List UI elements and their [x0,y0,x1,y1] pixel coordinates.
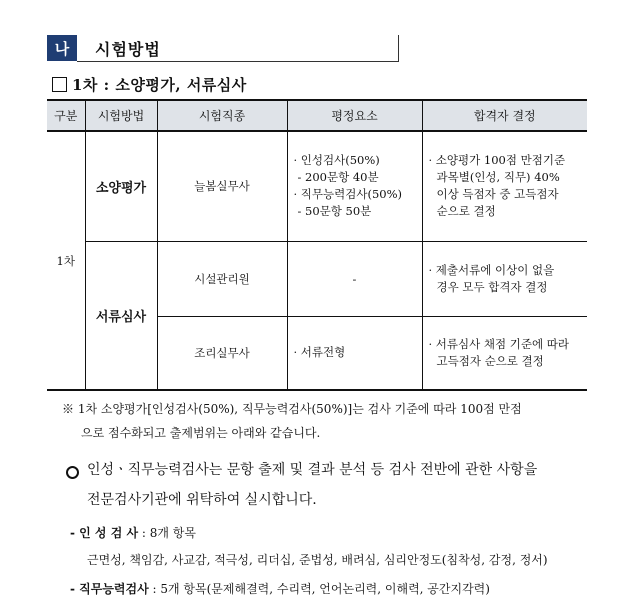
section-badge: 나 [47,35,77,61]
list-item-ability [70,580,490,597]
decision-cell-2 [422,241,587,316]
decision-line: 고득점자 순으로 결정 [436,353,544,368]
paragraph-line-2: 전문검사기관에 위탁하여 실시합니다. [87,492,317,508]
header-method: 시험방법 [85,100,157,131]
item-text: : 8개 항목 [138,526,196,540]
item-label: - 직무능력검사 [70,582,149,596]
method-cell-2: 서류심사 [85,241,157,390]
table-row [47,131,587,241]
exam-method-table [47,99,587,391]
decision-line: 순으로 결정 [436,204,496,219]
section-title: 시험방법 [95,40,161,59]
header-category: 구분 [47,100,85,131]
decision-line: 경우 모두 합격자 결정 [436,279,548,294]
item-text: : 5개 항목(문제해결력, 수리력, 언어논리력, 이해력, 공간지각력) [148,582,490,596]
note-line-1: ※ 1차 소양평가[인성검사(50%), 직무능력검사(50%)]는 검사 기준에 따라 100점 만점 [62,402,522,416]
personality-detail: 근면성, 책임감, 사교감, 적극성, 리더십, 준법성, 배려심, 심리안정도(침착성, 감정, 정서) [87,553,548,567]
header-job: 시험직종 [157,100,287,131]
item-label: - 인 성 검 사 [70,526,139,540]
decision-cell-3 [422,316,587,390]
eval-cell-2: - [287,241,422,316]
decision-line: · 제출서류에 이상이 없을 [428,262,555,277]
section-underline [77,61,399,62]
stage-cell: 1차 [47,131,85,390]
eval-line: · 서류전형 [293,345,346,360]
decision-line: 과목별(인성, 직무) 40% [436,170,560,185]
eval-line: - 200문항 40분 [297,170,379,185]
table-row [47,241,587,316]
header-decision: 합격자 결정 [422,100,587,131]
decision-cell-1 [422,131,587,241]
header-evaluation: 평정요소 [287,100,422,131]
eval-cell-1 [287,131,422,241]
eval-line: · 인성검사(50%) [293,153,380,168]
checkbox-square-icon [52,77,67,92]
table-header-row [47,100,587,131]
paragraph-line-1: 인성ㆍ직무능력검사는 문항 출제 및 결과 분석 등 검사 전반에 관한 사항을 [87,462,538,478]
eval-cell-3 [287,316,422,390]
eval-line: · 직무능력검사(50%) [293,187,402,202]
method-cell-1: 소양평가 [85,131,157,241]
subsection-title: 1차 : 소양평가, 서류심사 [72,76,247,94]
list-item-personality [70,524,196,541]
job-cell-3: 조리실무사 [157,316,287,390]
job-cell-2: 시설관리원 [157,241,287,316]
circle-bullet-icon [66,466,79,479]
decision-line: 이상 득점자 중 고득점자 [436,187,559,202]
eval-line: - 50문항 50분 [297,204,372,219]
decision-line: · 서류심사 채점 기준에 따라 [428,336,569,351]
decision-line: · 소양평가 100점 만점기준 [428,153,566,168]
note-line-2: 으로 점수화되고 출제범위는 아래와 같습니다. [81,426,321,440]
section-divider [398,35,399,62]
job-cell-1: 늘봄실무사 [157,131,287,241]
